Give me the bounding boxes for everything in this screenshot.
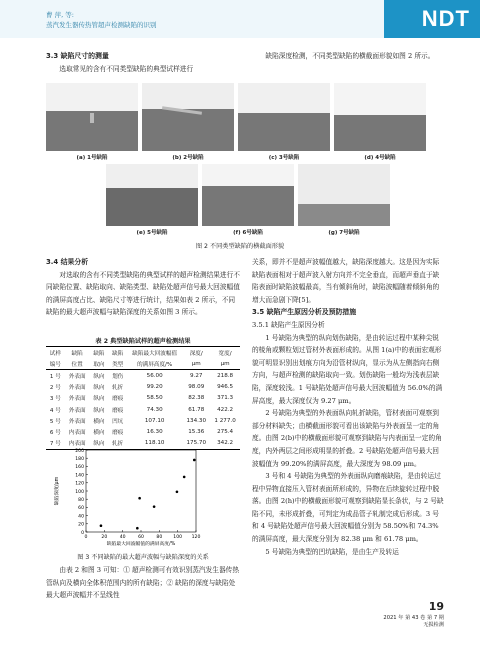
table-header: 深度/ — [182, 347, 210, 359]
table-cell: 纵向 — [93, 407, 105, 414]
table-cell: 58.50 — [146, 395, 163, 402]
table2 — [46, 346, 240, 450]
caption-g: (g) 7号缺陷 — [328, 230, 360, 236]
y-tick-label: 100 — [75, 489, 84, 495]
right-column — [252, 256, 444, 558]
data-point — [153, 505, 156, 508]
data-point — [183, 476, 186, 479]
table-header: 类型 — [108, 358, 127, 370]
data-point — [138, 497, 141, 500]
table-cell: 轧折 — [112, 385, 124, 392]
table-cell: 外表面 — [68, 418, 86, 425]
depth-vs-amplitude-chart — [46, 446, 240, 550]
footer-issue: 2021 年 第 43 卷 第 7 期 — [383, 615, 444, 621]
table-cell: 275.4 — [217, 428, 234, 435]
caption-c: (c) 3号缺陷 — [268, 155, 300, 161]
left-section-3-4 — [46, 256, 240, 319]
table-row — [46, 415, 240, 426]
section-3-3-text: 选取常见的含有不同类型缺陷的典型试样进行 — [59, 64, 194, 73]
micrograph-b — [142, 83, 234, 151]
table-cell: 纵向 — [93, 373, 105, 380]
y-tick-label: 160 — [75, 465, 84, 471]
x-tick-label: 120 — [191, 535, 201, 540]
table-row — [46, 426, 240, 437]
figure3-caption: 图 3 不同缺陷的最大超声波幅与缺陷深度的关系 — [77, 554, 209, 561]
table-cell: 98.09 — [188, 384, 205, 391]
caption-d: (d) 4号缺陷 — [364, 155, 396, 161]
footer-journal: 无损检测 — [423, 622, 444, 628]
table-cell: 2 号 — [49, 385, 61, 392]
page-number: 19 — [428, 600, 444, 613]
table-header: 缺陷 — [90, 347, 109, 359]
table-header: μm — [182, 358, 210, 370]
table-header: 取向 — [90, 358, 109, 370]
journal-logo — [384, 0, 480, 38]
y-tick-label: 20 — [78, 522, 84, 528]
table-cell: 7 号 — [46, 438, 65, 450]
section-3-4-title: 3.4 结果分析 — [46, 258, 89, 266]
y-axis-label: 缺陷深度/μm — [55, 476, 60, 506]
table-cell: 56.00 — [146, 372, 163, 379]
plot-frame — [86, 450, 196, 532]
caption-b: (b) 2号缺陷 — [172, 155, 204, 161]
y-tick-label: 140 — [75, 473, 84, 479]
table-cell: 218.8 — [217, 372, 234, 379]
x-tick-label: 20 — [101, 535, 108, 540]
table-cell: 磨痕 — [112, 396, 124, 403]
table-header: 缺陷最大回波幅值 — [127, 347, 182, 359]
table2-title: 表 2 典型缺陷试样的超声检测结果 — [95, 338, 191, 345]
left-top — [46, 50, 240, 75]
x-axis-label: 缺陷最大回波幅值的满屏高度/% — [106, 542, 176, 547]
table-header: 缺陷 — [65, 347, 90, 359]
table-cell: 划伤 — [112, 373, 124, 380]
table-header: 宽度/ — [210, 347, 240, 359]
table-header: 的满屏高度/% — [127, 358, 182, 370]
table-cell: 磨痕 — [112, 407, 124, 414]
right-p5: 5 号缺陷为典型的凹坑缺陷，是由生产及转运 — [265, 547, 399, 556]
page-header — [0, 0, 480, 38]
section-3-3: 3.3 缺陷尺寸的测量 — [46, 52, 109, 60]
table-cell: 1 号 — [49, 373, 61, 380]
data-point — [193, 459, 196, 462]
micrograph-g — [298, 164, 390, 226]
logo-text: NDT — [421, 6, 470, 31]
table-cell: 371.3 — [217, 395, 234, 402]
table-row — [46, 370, 240, 382]
data-point — [176, 490, 179, 493]
header-authors: 曹 萍, 等: — [46, 11, 74, 19]
table-row — [46, 393, 240, 404]
table-cell: 6 号 — [49, 429, 61, 436]
x-tick-label: 100 — [173, 535, 183, 540]
micrograph-a — [46, 83, 138, 151]
right-p2: 1 号缺陷为典型的纵向划伤缺陷，是由转运过程中某种尖锐的棱角或颗粒划过管材外表面形成的。从图 1(a)中的表面宏观形貌可明显识别出划痕方向为沿管材纵向，显示为从左侧指向右侧方向，与超声检测的缺陷取向一致。划伤缺陷一般均为浅表层缺陷，深度较浅。1 号缺陷处超声信号最大回波幅值为 56.0%的满屏高度，最大深度仅为 9.27 μm。 — [252, 333, 443, 405]
y-tick-label: 40 — [78, 514, 84, 520]
table-header: 缺陷 — [108, 347, 127, 359]
section-3-5-1: 3.5.1 缺陷产生原因分析 — [252, 320, 325, 329]
table-cell: 轧折 — [108, 438, 127, 450]
table-cell: 107.10 — [144, 417, 165, 424]
table-cell: 61.78 — [188, 406, 205, 413]
section-3-5: 3.5 缺陷产生原因分析及预防措施 — [252, 308, 357, 317]
table-cell: 4 号 — [49, 407, 61, 414]
right-p4: 3 号和 4 号缺陷为典型的外表面纵向磨痕缺陷，是由转运过程中异物直接压入管材表面所形成的，异物在后续旋转过程中脱落。由图 2(h)中的横截面形貌可观察到缺陷显长条状，与 2 号缺陷不同，未形成折叠，可判定为成品管子轧制完成后形成。3 号和 4 号缺陷处超声信号最大回波幅值分别为 58.50%和 74.3% 的满屏高度，最大深度分别为 82.38 μm 和 61.78 μm。 — [252, 472, 444, 544]
table-header: 试样 — [46, 347, 65, 359]
table-cell: 内表面 — [68, 429, 86, 436]
figure2-row2 — [106, 164, 390, 226]
table-cell: 内表面 — [65, 438, 90, 450]
micrograph-f — [202, 164, 294, 226]
micrograph-d — [334, 83, 426, 151]
y-tick-label: 180 — [75, 457, 84, 462]
table-cell: 外表面 — [68, 373, 86, 380]
x-tick-label: 0 — [84, 535, 88, 540]
table-cell: 纵向 — [93, 396, 105, 403]
table-cell: 342.2 — [210, 438, 240, 450]
left-bottom-text: 由表 2 和图 3 可知：① 超声检测可有效识别蒸汽发生器传热管纵向及横向全体积范围内的所有缺陷；② 缺陷的深度与缺陷处最大超声波幅并不呈线性 — [46, 566, 240, 600]
y-tick-label: 0 — [81, 530, 84, 536]
right-top — [252, 50, 444, 63]
table-cell: 3 号 — [49, 396, 61, 403]
table-cell: 横向 — [93, 418, 105, 425]
right-top-text: 缺陷深度检测，不同类型缺陷的横截面形貌如图 2 所示。 — [265, 52, 435, 60]
figure2-row1 — [46, 83, 426, 151]
right-p1: 关系，即并不是超声波幅值越大，缺陷深度越大。这是因为实际缺陷表面相对于超声波入射方向并不完全垂直，而超声垂直于缺陷表面时缺陷波幅最高，当有倾斜角时，缺陷波幅随着倾斜角的增大而急剧下降[5]。 — [252, 258, 440, 304]
table-cell: 凹坑 — [112, 418, 124, 425]
table-header: 编号 — [46, 358, 65, 370]
y-tick-label: 200 — [75, 448, 84, 454]
table-header: 位置 — [65, 358, 90, 370]
table-cell: 82.38 — [188, 395, 205, 402]
table-cell: 134.30 — [186, 417, 207, 424]
section-3-4-text: 对选取的含有不同类型缺陷的典型试样的超声检测结果进行不同缺陷位置、缺陷取向、缺陷类型、缺陷处超声信号最大回波幅值的满屏高度占比、缺陷尺寸等进行统计，结果如表 2 所示，不同缺陷的最大超声波幅与缺陷深度的关系如图 3 所示。 — [46, 270, 240, 317]
table-cell: 9.27 — [190, 372, 203, 379]
table-cell: 外表面 — [68, 407, 86, 414]
caption-e: (e) 5号缺陷 — [136, 230, 168, 236]
left-bottom — [46, 564, 240, 602]
table-cell: 422.2 — [217, 406, 234, 413]
table-cell: 横向 — [93, 429, 105, 436]
micrograph-c — [238, 83, 330, 151]
table-row — [46, 404, 240, 415]
data-point — [136, 527, 139, 530]
x-tick-label: 60 — [138, 535, 144, 540]
y-tick-label: 60 — [78, 506, 84, 512]
table-cell: 磨痕 — [112, 429, 124, 436]
table-cell: 15.36 — [188, 428, 205, 435]
table-cell: 外表面 — [68, 385, 86, 392]
table-cell: 纵向 — [93, 385, 105, 392]
x-tick-label: 40 — [119, 535, 126, 540]
y-tick-label: 80 — [78, 498, 84, 503]
header-title: 蒸汽发生器传热管超声检测缺陷的识别 — [46, 21, 157, 29]
caption-f: (f) 6号缺陷 — [233, 230, 263, 236]
table-cell: 纵向 — [90, 438, 109, 450]
micrograph-e — [106, 164, 198, 226]
x-tick-label: 80 — [156, 535, 163, 540]
table-header: μm — [210, 358, 240, 370]
table-cell: 118.10 — [127, 438, 182, 450]
table-cell: 99.20 — [146, 384, 163, 391]
table-cell: 外表面 — [68, 396, 86, 403]
table-cell: 1 277.0 — [214, 417, 236, 424]
table-cell: 946.5 — [217, 384, 234, 391]
table-cell: 74.30 — [146, 406, 163, 413]
data-point — [100, 524, 103, 527]
right-p3: 2 号缺陷为典型的外表面纵向轧折缺陷，管材表面可观察到部分材料缺失；由横截面形貌可看出该缺陷与外表面呈一定的角度。由图 2(b)中的横截面形貌可观察到缺陷与内表面呈一定的角度，内外两层之间形成明显的折叠。2 号缺陷处超声信号最大回波幅值为 99.20%的满屏高度，最大深度为 98.09 μm。 — [252, 409, 442, 468]
table-cell: 5 号 — [49, 418, 61, 425]
caption-a: (a) 1号缺陷 — [76, 155, 108, 161]
table-cell: 16.30 — [146, 428, 163, 435]
page-footer — [383, 614, 444, 628]
table-cell: 175.70 — [182, 438, 210, 450]
figure2-caption: 图 2 不同类型缺陷的横截面形貌 — [195, 243, 285, 250]
table-row — [46, 382, 240, 393]
y-tick-label: 120 — [75, 481, 84, 487]
